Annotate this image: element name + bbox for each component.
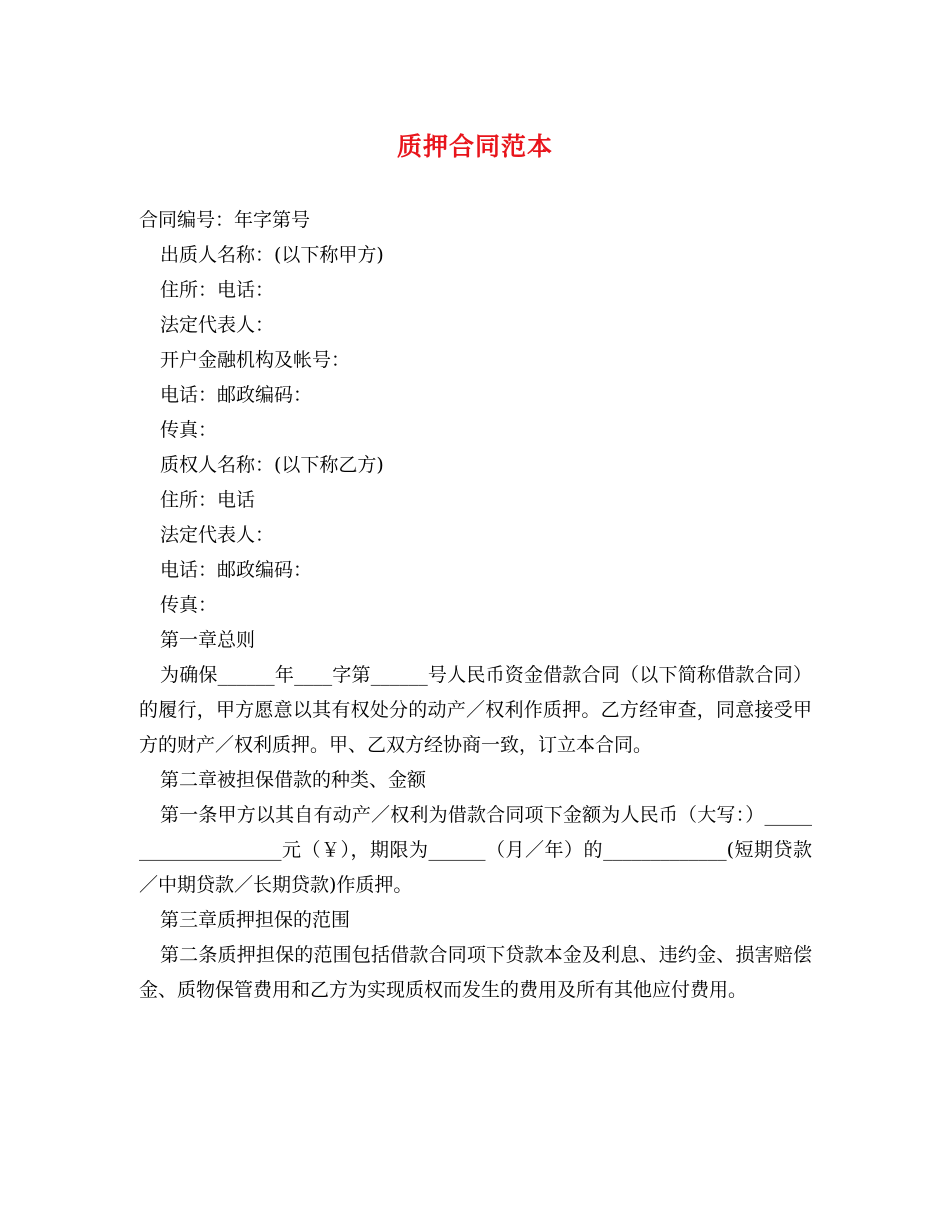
- party-b-address-line: 住所：电话: [160, 489, 256, 511]
- party-b-name-line: 质权人名称：(以下称乙方): [160, 454, 384, 476]
- chapter2-heading: 第二章被担保借款的种类、金额: [160, 769, 427, 791]
- party-a-address-line: 住所：电话：: [160, 279, 275, 301]
- contract-number-line: 合同编号：年字第号: [139, 209, 311, 231]
- party-b-phone-postcode-line: 电话：邮政编码：: [160, 559, 313, 581]
- party-a-name-line: 出质人名称：(以下称甲方): [160, 244, 384, 266]
- article1-paragraph: 第一条甲方以其自有动产／权利为借款合同项下金额为人民币（大写：）____________________元（￥），期限为______（月／年）的_____________(短期贷款／中期贷款／长期贷款)作质押。: [139, 804, 812, 896]
- party-a-phone-postcode-line: 电话：邮政编码：: [160, 384, 313, 406]
- article2-paragraph: 第二条质押担保的范围包括借款合同项下贷款本金及利息、违约金、损害赔偿金、质物保管费用和乙方为实现质权而发生的费用及所有其他应付费用。: [139, 944, 812, 1001]
- party-a-bank-account-line: 开户金融机构及帐号：: [160, 349, 351, 371]
- party-a-fax-line: 传真：: [160, 419, 218, 441]
- chapter1-paragraph: 为确保______年____字第______号人民币资金借款合同（以下简称借款合同）的履行，甲方愿意以其有权处分的动产／权利作质押。乙方经审查，同意接受甲方的财产／权利质押。甲、乙双方经协商一致，订立本合同。: [139, 664, 812, 756]
- document-title: 质押合同范本: [396, 132, 553, 161]
- chapter1-heading: 第一章总则: [160, 629, 256, 651]
- party-a-representative-line: 法定代表人：: [160, 314, 275, 336]
- chapter3-heading: 第三章质押担保的范围: [160, 909, 351, 931]
- party-b-representative-line: 法定代表人：: [160, 524, 275, 546]
- document-body: [139, 203, 812, 1008]
- party-b-fax-line: 传真：: [160, 594, 218, 616]
